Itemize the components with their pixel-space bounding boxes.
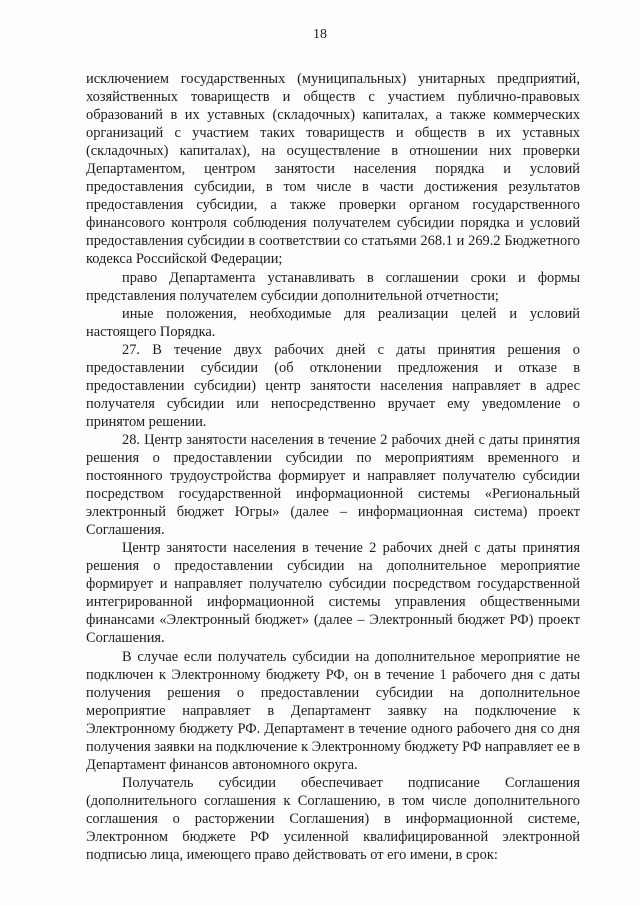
paragraph-28: 28. Центр занятости населения в течение 2 рабочих дней с даты принятия решения о предоставлении субсидии по мероприятиям временного и постоянного трудоустройства формирует и направляет получателю субсидии посредством государственной информационной системы «Региональный электронный бюджет Югры» (далее – информационная система) проект Соглашения.	[86, 431, 580, 539]
paragraph-1: исключением государственных (муниципальных) унитарных предприятий, хозяйственных товариществ и обществ с участием публично-правовых образований в их уставных (складочных) капиталах, а также коммерческих организаций с участием таких товариществ и обществ в их уставных (складочных) капиталах), на осуществление в отношении них проверки Департаментом, центром занятости населения порядка и условий предоставления субсидии, в том числе в части достижения результатов предоставления субсидии, а также проверки органом государственного финансового контроля соблюдения получателем субсидии порядка и условий предоставления субсидии в соответствии со статьями 268.1 и 269.2 Бюджетного кодекса Российской Федерации;	[86, 71, 580, 268]
document-body	[86, 70, 580, 864]
paragraph-2: право Департамента устанавливать в соглашении сроки и формы представления получателем субсидии дополнительной отчетности;	[86, 269, 580, 304]
paragraph-8: Получатель субсидии обеспечивает подписание Соглашения (дополнительного соглашения к Соглашению, в том числе дополнительного соглашения о расторжении Соглашения) в информационной системе, Электронном бюджете РФ усиленной квалифицированной электронной подписью лица, имеющего право действовать от его имени, в срок:	[86, 774, 580, 864]
page-number: 18	[313, 27, 327, 42]
paragraph-7: В случае если получатель субсидии на дополнительное мероприятие не подключен к Электронному бюджету РФ, он в течение 1 рабочего дня с даты получения решения о предоставлении субсидии на дополнительное мероприятие направляет в Департамент заявку на подключение к Электронному бюджету РФ. Департамент в течение одного рабочего дня со дня получения заявки на подключение к Электронному бюджету РФ направляет ее в Департамент финансов автономного округа.	[86, 648, 580, 773]
paragraph-27: 27. В течение двух рабочих дней с даты принятия решения о предоставлении субсидии (об отклонении предложения и отказе в предоставлении субсидии) центр занятости населения направляет в адрес получателя субсидии или непосредственно вручает ему уведомление о принятом решении.	[86, 341, 580, 430]
paragraph-3: иные положения, необходимые для реализации целей и условий настоящего Порядка.	[86, 305, 580, 340]
paragraph-6: Центр занятости населения в течение 2 рабочих дней с даты принятия решения о предоставлении субсидии на дополнительное мероприятие формирует и направляет получателю субсидии посредством государственной интегрированной информационной системы управления общественными финансами «Электронный бюджет» (далее – Электронный бюджет РФ) проект Соглашения.	[86, 540, 580, 647]
